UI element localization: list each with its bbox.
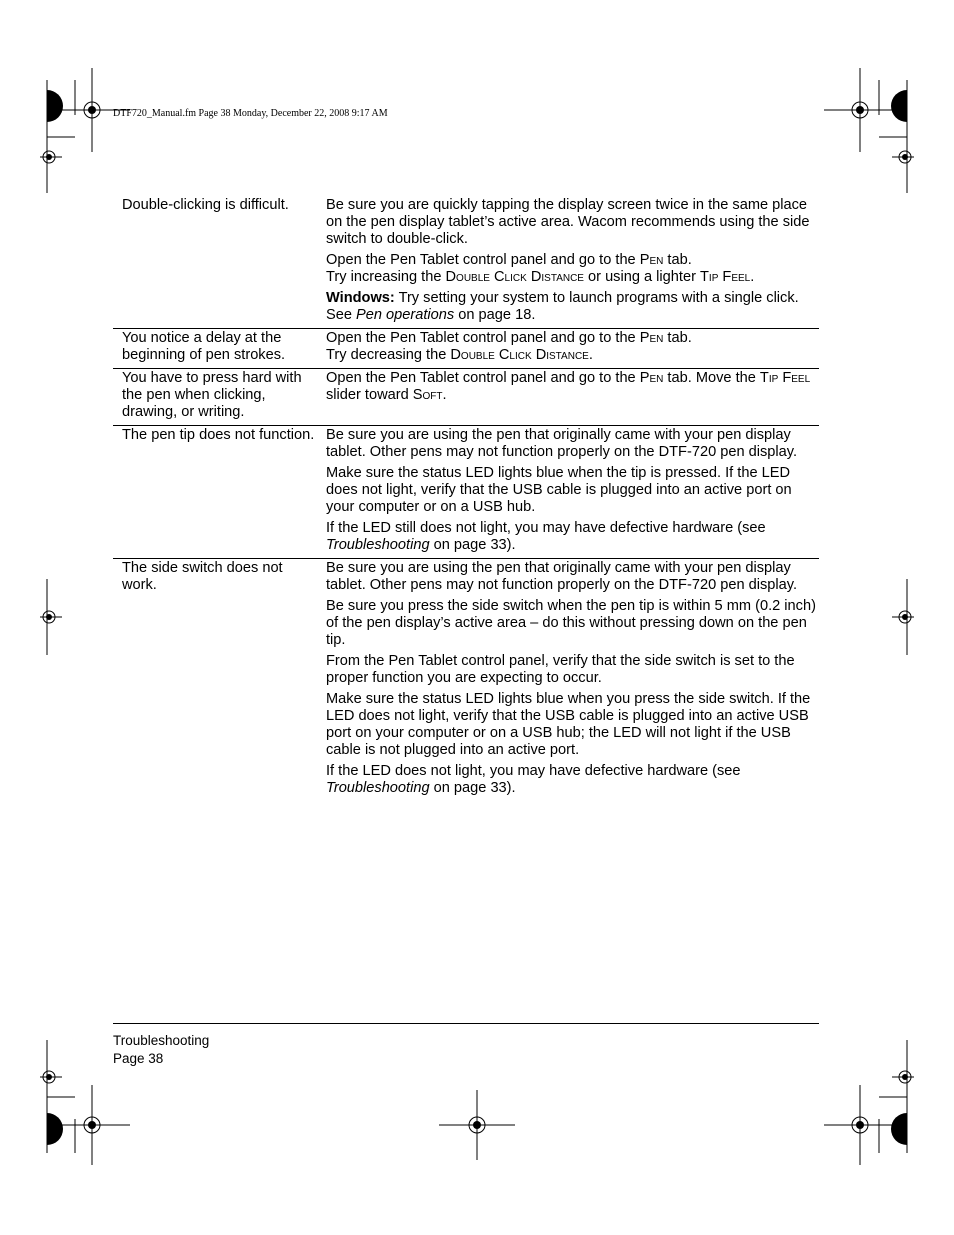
text: tab. <box>663 252 692 268</box>
page-footer <box>113 1032 209 1068</box>
solution-paragraph <box>326 370 819 404</box>
problem-cell: The pen tip does not function. <box>122 427 315 443</box>
text: on page 33). <box>429 780 516 796</box>
table-row <box>113 558 819 801</box>
problem-cell: The side switch does not work. <box>122 560 283 593</box>
text: . <box>588 347 593 363</box>
solution-cell <box>325 369 819 425</box>
solution-paragraph <box>326 252 819 286</box>
text: Make sure the status LED lights blue when the tip is pressed. If the LED does not light, verify that the USB cable is plugged into an active port on your computer or on a USB hub. <box>326 465 792 515</box>
problem-cell: Double-clicking is difficult. <box>122 197 289 213</box>
setting-name: Pen <box>639 370 664 386</box>
solution-cell <box>325 196 819 328</box>
text: on page 18. <box>454 307 536 323</box>
solution-paragraph <box>326 465 819 516</box>
troubleshooting-table <box>113 196 819 801</box>
text: Be sure you are using the pen that originally came with your pen display tablet. Other pens may not function properly on the DTF-720 pen display. <box>326 560 798 593</box>
setting-name: Tip Feel <box>759 370 811 386</box>
solution-paragraph <box>326 763 819 797</box>
solution-paragraph <box>326 560 819 594</box>
text: on page 33). <box>429 537 516 553</box>
text: Try setting your system to launch programs with a single click. See <box>326 290 799 323</box>
text: tab. <box>663 330 692 346</box>
table-row <box>113 425 819 558</box>
setting-name: Pen <box>639 330 664 346</box>
problem-cell: You notice a delay at the beginning of pen strokes. <box>122 330 286 363</box>
text: . <box>442 387 447 403</box>
text: Be sure you press the side switch when the pen tip is within 5 mm (0.2 inch) of the pen display’s active area – do this without pressing down on the pen tip. <box>326 598 816 648</box>
text: Be sure you are quickly tapping the display screen twice in the same place on the pen display tablet’s active area. Wacom recommends using the side switch to double-click. <box>326 197 810 247</box>
solution-paragraph <box>326 520 819 554</box>
text: Open the Pen Tablet control panel and go to the <box>326 330 640 346</box>
text: If the LED does not light, you may have defective hardware (see <box>326 763 741 779</box>
solution-paragraph <box>326 691 819 759</box>
platform-label: Windows: <box>326 290 395 306</box>
text: Open the Pen Tablet control panel and go to the <box>326 370 640 386</box>
solution-cell <box>325 426 819 558</box>
text: Make sure the status LED lights blue when you press the side switch. If the LED does not light, verify that the USB cable is plugged into an active USB port on your computer or on a USB hub; the LED will not light if the USB cable is not plugged into an active port. <box>326 691 811 758</box>
solution-paragraph <box>326 330 819 364</box>
solution-paragraph <box>326 197 819 248</box>
setting-name: Double Click Distance <box>450 347 589 363</box>
setting-name: Pen <box>639 252 664 268</box>
problem-cell: You have to press hard with the pen when clicking, drawing, or writing. <box>122 370 302 420</box>
text: tab. Move the <box>663 370 760 386</box>
footer-divider <box>113 1023 819 1024</box>
solution-cell <box>325 559 819 801</box>
file-slug-line: DTF720_Manual.fm Page 38 Monday, December 22, 2008 9:17 AM <box>113 108 388 119</box>
table-row <box>113 196 819 328</box>
text: Be sure you are using the pen that originally came with your pen display tablet. Other pens may not function properly on the DTF-720 pen display. <box>326 427 798 460</box>
footer-section-title: Troubleshooting <box>113 1033 210 1048</box>
text: slider toward <box>326 387 413 403</box>
solution-paragraph <box>326 598 819 649</box>
footer-page-number: Page 38 <box>113 1051 164 1066</box>
setting-name: Soft <box>412 387 443 403</box>
cross-reference-link[interactable]: Pen operations <box>356 307 455 323</box>
solution-paragraph <box>326 290 819 324</box>
text: Try decreasing the <box>326 347 451 363</box>
solution-paragraph <box>326 427 819 461</box>
text: or using a lighter <box>583 269 700 285</box>
text: From the Pen Tablet control panel, verify that the side switch is set to the proper function you are expecting to occur. <box>326 653 795 686</box>
text: Try increasing the <box>326 269 446 285</box>
text: . <box>750 269 755 285</box>
cross-reference-link[interactable]: Troubleshooting <box>326 537 430 553</box>
cross-reference-link[interactable]: Troubleshooting <box>326 780 430 796</box>
solution-paragraph <box>326 653 819 687</box>
text: Open the Pen Tablet control panel and go to the <box>326 252 640 268</box>
text: If the LED still does not light, you may have defective hardware (see <box>326 520 766 536</box>
table-row <box>113 368 819 425</box>
setting-name: Double Click Distance <box>445 269 584 285</box>
solution-cell <box>325 329 819 368</box>
table-row <box>113 328 819 368</box>
setting-name: Tip Feel <box>700 269 751 285</box>
